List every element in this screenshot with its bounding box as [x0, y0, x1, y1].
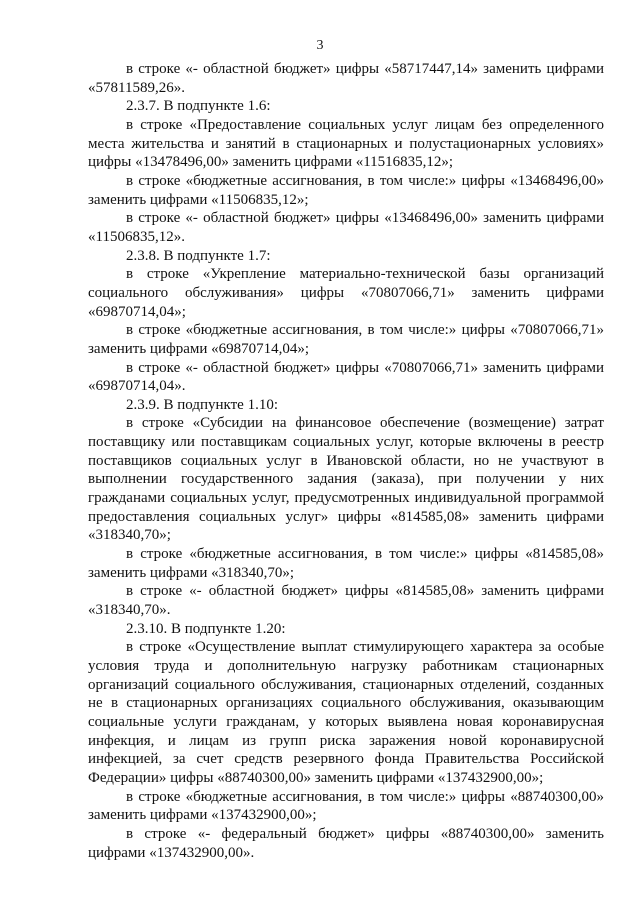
- paragraph: в строке «Укрепление материально-технической базы организаций социального обслуживания» цифры «70807066,71» заменить цифрами «69870714,04»;: [88, 266, 604, 320]
- paragraph: в строке «- областной бюджет» цифры «58717447,14» заменить цифрами «57811589,26».: [88, 61, 604, 96]
- section-heading: 2.3.9. В подпункте 1.10:: [126, 396, 279, 413]
- document-body: [88, 60, 604, 862]
- paragraph: в строке «- федеральный бюджет» цифры «88740300,00» заменить цифрами «137432900,00».: [88, 825, 604, 861]
- section-heading: 2.3.7. В подпункте 1.6:: [126, 98, 271, 115]
- section-heading: 2.3.8. В подпункте 1.7:: [126, 247, 271, 264]
- paragraph: в строке «бюджетные ассигнования, в том числе:» цифры «88740300,00» заменить цифрами «137432900,00»;: [88, 788, 604, 824]
- paragraph: в строке «Предоставление социальных услуг лицам без определенного места жительства и занятий в стационарных и полустационарных условиях» цифры «13478496,00» заменить цифрами «11516835,12»;: [88, 116, 604, 171]
- paragraph: в строке «бюджетные ассигнования, в том числе:» цифры «814585,08» заменить цифрами «318340,70»;: [88, 546, 604, 581]
- section-heading: 2.3.10. В подпункте 1.20:: [126, 620, 286, 637]
- paragraph: в строке «Осуществление выплат стимулирующего характера за особые условия труда и дополнительную нагрузку работникам стационарных организаций социального обслуживания, стационарных отделений, созданных не в стационарных организациях социального обслуживания, оказывающим социальные услуги гражданам, у которых выявлена новая коронавирусная инфекция, и лицам из групп риска заражения новой коронавирусной инфекцией, за счет средств резервного фонда Правительства Российской Федерации» цифры «88740300,00» заменить цифрами «137432900,00»;: [88, 639, 604, 786]
- paragraph: в строке «- областной бюджет» цифры «814585,08» заменить цифрами «318340,70».: [88, 583, 604, 619]
- page-number: 3: [316, 38, 324, 53]
- paragraph: в строке «- областной бюджет» цифры «70807066,71» заменить цифрами «69870714,04».: [88, 359, 604, 395]
- paragraph: в строке «бюджетные ассигнования, в том числе:» цифры «13468496,00» заменить цифрами «11506835,12»;: [88, 172, 604, 208]
- paragraph: в строке «бюджетные ассигнования, в том числе:» цифры «70807066,71» заменить цифрами «69870714,04»;: [88, 322, 604, 357]
- paragraph: в строке «- областной бюджет» цифры «13468496,00» заменить цифрами «11506835,12».: [88, 210, 604, 245]
- paragraph: в строке «Субсидии на финансовое обеспечение (возмещение) затрат поставщику или поставщикам социальных услуг, которые включены в реестр поставщиков социальных услуг в Ивановской области, но не участвуют в выполнении государственного задания (заказа), при получении у них гражданами социальных услуг, предусмотренных индивидуальной программой предоставления социальных услуг» цифры «814585,08» заменить цифрами «318340,70»;: [88, 415, 604, 544]
